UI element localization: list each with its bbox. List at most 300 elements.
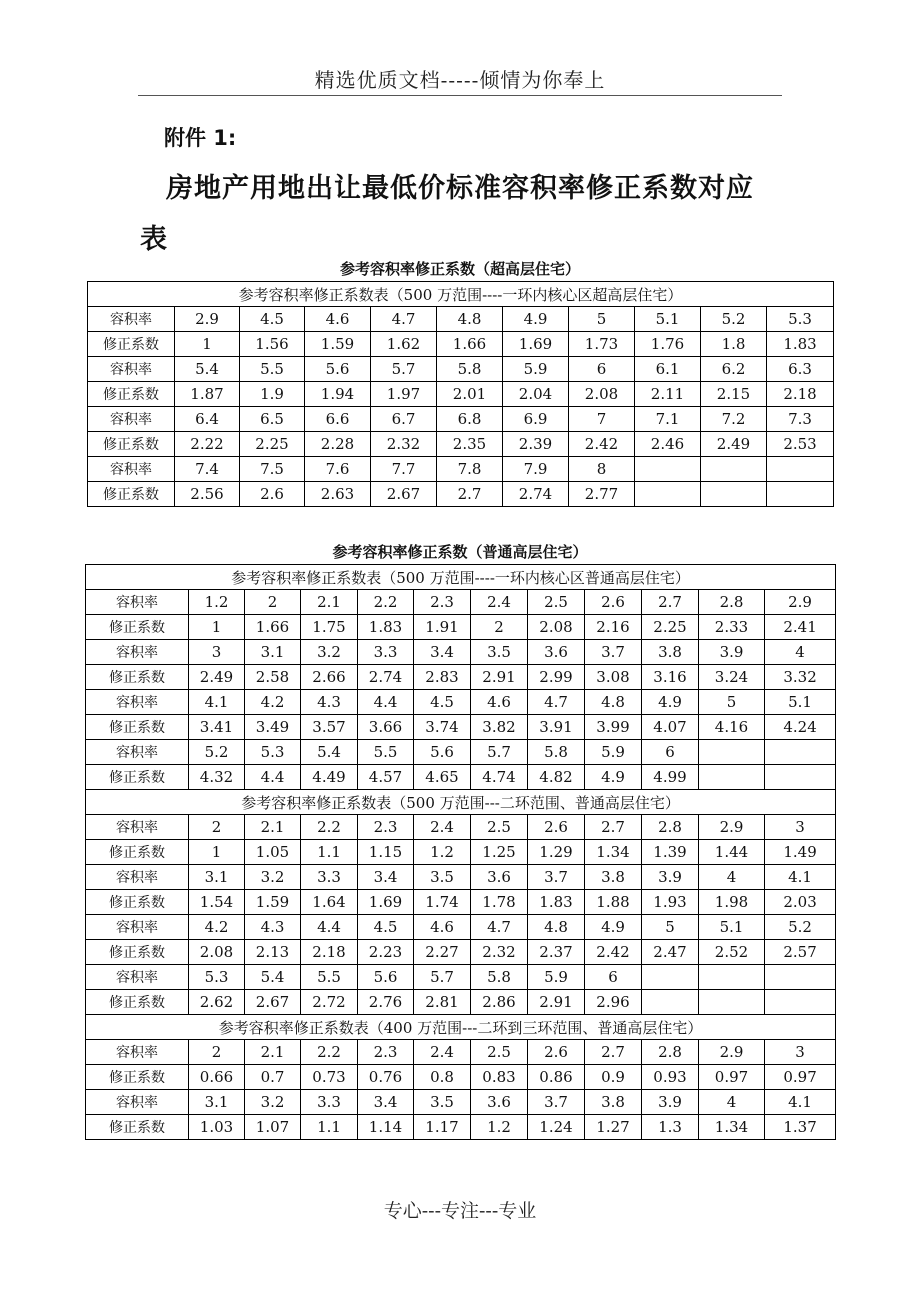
table-cell: 5.5	[358, 740, 414, 765]
table-cell: 7.9	[503, 457, 569, 482]
table-cell: 0.76	[358, 1065, 414, 1090]
table-cell: 5.7	[371, 357, 437, 382]
block-title: 参考容积率修正系数表（400 万范围---二环到三环范围、普通高层住宅）	[86, 1015, 836, 1040]
table-cell: 2.4	[414, 1040, 471, 1065]
table-cell: 2.5	[471, 1040, 528, 1065]
table-cell: 1.2	[189, 590, 245, 615]
table-cell: 2.7	[642, 590, 699, 615]
table-cell: 1.9	[240, 382, 305, 407]
table-cell: 2.32	[471, 940, 528, 965]
table-row	[88, 457, 834, 482]
table-cell: 1.2	[414, 840, 471, 865]
row-label-far: 容积率	[88, 357, 175, 382]
table-cell: 3.1	[189, 1090, 245, 1115]
table-cell: 2.6	[528, 1040, 585, 1065]
table-cell: 4.5	[358, 915, 414, 940]
table-row	[86, 1065, 836, 1090]
table2-caption: 参考容积率修正系数（普通高层住宅）	[332, 543, 588, 561]
table-row	[86, 865, 836, 890]
block-title-row	[86, 565, 836, 590]
table-cell: 6.9	[503, 407, 569, 432]
table-cell: 2.4	[414, 815, 471, 840]
table-cell: 5.1	[765, 690, 836, 715]
table-cell: 5.5	[301, 965, 358, 990]
table-cell: 1	[175, 332, 240, 357]
table-cell: 0.73	[301, 1065, 358, 1090]
table-cell: 2.3	[358, 1040, 414, 1065]
table-cell: 5.3	[189, 965, 245, 990]
table-cell: 4.49	[301, 765, 358, 790]
row-label-far: 容积率	[86, 865, 189, 890]
row-label-coefficient: 修正系数	[86, 615, 189, 640]
table-cell: 1.39	[642, 840, 699, 865]
table-row	[88, 357, 834, 382]
table-cell: 6.8	[437, 407, 503, 432]
table-cell: 5.8	[437, 357, 503, 382]
table-cell: 2.81	[414, 990, 471, 1015]
table-cell: 2.11	[635, 382, 701, 407]
table-cell: 1.1	[301, 840, 358, 865]
table-cell: 2.96	[585, 990, 642, 1015]
table-cell: 0.9	[585, 1065, 642, 1090]
table-cell	[699, 990, 765, 1015]
table-cell: 5.9	[503, 357, 569, 382]
table-cell: 2.25	[642, 615, 699, 640]
table-cell: 2.86	[471, 990, 528, 1015]
row-label-far: 容积率	[86, 740, 189, 765]
page-footer: 专心---专注---专业	[383, 1200, 537, 1222]
table-cell: 3.1	[245, 640, 301, 665]
table-cell: 2.77	[569, 482, 635, 507]
table-cell: 1.87	[175, 382, 240, 407]
table-cell: 2.9	[699, 1040, 765, 1065]
table-row	[86, 590, 836, 615]
table-row	[86, 940, 836, 965]
table-cell: 2	[189, 815, 245, 840]
table-cell: 2.25	[240, 432, 305, 457]
table-cell	[767, 457, 834, 482]
table-cell: 2.91	[528, 990, 585, 1015]
table-cell: 2.67	[371, 482, 437, 507]
table-cell: 2.47	[642, 940, 699, 965]
table-ordinary-highrise	[85, 564, 836, 1140]
table-cell: 3.6	[471, 865, 528, 890]
table-cell	[699, 740, 765, 765]
table-cell: 1.74	[414, 890, 471, 915]
block-title-row	[88, 282, 834, 307]
table-cell: 3.9	[699, 640, 765, 665]
row-label-far: 容积率	[86, 965, 189, 990]
table-cell: 2.28	[305, 432, 371, 457]
row-label-coefficient: 修正系数	[86, 715, 189, 740]
table-cell: 3.74	[414, 715, 471, 740]
table-cell: 2.1	[301, 590, 358, 615]
table-row	[86, 890, 836, 915]
table-cell: 6.1	[635, 357, 701, 382]
table-cell: 1.14	[358, 1115, 414, 1140]
table-cell: 2.2	[301, 1040, 358, 1065]
table-cell: 5.2	[765, 915, 836, 940]
table-cell	[765, 965, 836, 990]
table-cell: 2.01	[437, 382, 503, 407]
table-cell	[765, 990, 836, 1015]
table-cell: 4.07	[642, 715, 699, 740]
table-row	[88, 382, 834, 407]
table-cell: 3.3	[301, 865, 358, 890]
table-cell: 2.7	[585, 815, 642, 840]
table-cell: 4	[699, 1090, 765, 1115]
table-cell	[642, 965, 699, 990]
table-cell: 4.8	[437, 307, 503, 332]
table-cell: 2.16	[585, 615, 642, 640]
table-cell: 1.69	[358, 890, 414, 915]
table-cell: 3.91	[528, 715, 585, 740]
table-cell: 3.2	[245, 865, 301, 890]
table-row	[86, 990, 836, 1015]
row-label-far: 容积率	[86, 1040, 189, 1065]
table-row	[86, 1090, 836, 1115]
table-cell: 6	[569, 357, 635, 382]
table-cell: 2.1	[245, 1040, 301, 1065]
table-cell: 1.3	[642, 1115, 699, 1140]
table-cell: 1.17	[414, 1115, 471, 1140]
table-cell: 1.44	[699, 840, 765, 865]
table-cell: 2.66	[301, 665, 358, 690]
table-cell: 3.9	[642, 1090, 699, 1115]
table-cell: 5.5	[240, 357, 305, 382]
block-title-row	[86, 790, 836, 815]
table-cell: 5.6	[305, 357, 371, 382]
table-cell: 1.37	[765, 1115, 836, 1140]
table-cell: 7.5	[240, 457, 305, 482]
table-cell: 1.15	[358, 840, 414, 865]
table-cell: 7.1	[635, 407, 701, 432]
table-cell: 2.91	[471, 665, 528, 690]
table-cell: 2.08	[189, 940, 245, 965]
table-cell: 4.4	[301, 915, 358, 940]
table-cell: 1.83	[528, 890, 585, 915]
table-cell: 4.82	[528, 765, 585, 790]
table-cell: 4.8	[528, 915, 585, 940]
row-label-coefficient: 修正系数	[86, 1115, 189, 1140]
table-cell: 4.7	[528, 690, 585, 715]
table-cell: 2.62	[189, 990, 245, 1015]
table-cell: 2.83	[414, 665, 471, 690]
table-cell: 6.3	[767, 357, 834, 382]
row-label-far: 容积率	[86, 590, 189, 615]
table-cell: 1.24	[528, 1115, 585, 1140]
table-row	[86, 965, 836, 990]
table-row	[86, 715, 836, 740]
table-cell: 3	[189, 640, 245, 665]
table-cell: 1.64	[301, 890, 358, 915]
table-cell: 6.6	[305, 407, 371, 432]
row-label-coefficient: 修正系数	[86, 1065, 189, 1090]
table-cell: 0.93	[642, 1065, 699, 1090]
table-cell: 7.7	[371, 457, 437, 482]
table-cell: 7.8	[437, 457, 503, 482]
table-cell: 3.6	[528, 640, 585, 665]
table-cell: 3.1	[189, 865, 245, 890]
table-cell: 2.56	[175, 482, 240, 507]
table-cell: 2.08	[528, 615, 585, 640]
table-cell: 2.9	[175, 307, 240, 332]
table-cell: 3.7	[585, 640, 642, 665]
table-row	[86, 690, 836, 715]
table-cell: 1.34	[585, 840, 642, 865]
table-cell: 5.1	[635, 307, 701, 332]
table-cell: 3.5	[471, 640, 528, 665]
table-cell: 5.4	[301, 740, 358, 765]
table-cell: 1.76	[635, 332, 701, 357]
table-cell: 2.74	[358, 665, 414, 690]
table-cell: 3.32	[765, 665, 836, 690]
table-cell: 5.8	[528, 740, 585, 765]
table-cell: 3.8	[585, 1090, 642, 1115]
table-cell: 2.35	[437, 432, 503, 457]
page-header: 精选优质文档-----倾情为你奉上	[314, 68, 606, 92]
table-cell: 2	[189, 1040, 245, 1065]
table-cell: 3	[765, 1040, 836, 1065]
row-label-far: 容积率	[86, 1090, 189, 1115]
table-cell: 2.99	[528, 665, 585, 690]
table-cell: 3.4	[358, 865, 414, 890]
table-cell: 3.16	[642, 665, 699, 690]
table-cell: 3.08	[585, 665, 642, 690]
table-cell: 2.15	[701, 382, 767, 407]
table-cell: 1.73	[569, 332, 635, 357]
row-label-coefficient: 修正系数	[86, 665, 189, 690]
table-cell: 3.4	[414, 640, 471, 665]
table-cell: 3.41	[189, 715, 245, 740]
table-cell: 1.59	[305, 332, 371, 357]
table-cell: 2.3	[414, 590, 471, 615]
table-cell: 3.7	[528, 1090, 585, 1115]
table-cell: 2.76	[358, 990, 414, 1015]
table-cell: 3.6	[471, 1090, 528, 1115]
table-cell	[635, 457, 701, 482]
table-row	[88, 332, 834, 357]
table-cell	[642, 990, 699, 1015]
table-cell: 0.97	[765, 1065, 836, 1090]
table-cell: 2.2	[358, 590, 414, 615]
table-cell: 5.6	[358, 965, 414, 990]
table-cell: 4.5	[240, 307, 305, 332]
table-cell: 1.07	[245, 1115, 301, 1140]
table-cell: 4.2	[189, 915, 245, 940]
table-cell: 4.6	[471, 690, 528, 715]
table-cell: 5.9	[585, 740, 642, 765]
table-cell: 6.5	[240, 407, 305, 432]
table-cell: 4.24	[765, 715, 836, 740]
table-cell: 5.4	[245, 965, 301, 990]
table-cell: 7.4	[175, 457, 240, 482]
table-cell: 4	[765, 640, 836, 665]
table-cell: 0.97	[699, 1065, 765, 1090]
table-cell: 2.7	[437, 482, 503, 507]
table-cell: 3.2	[245, 1090, 301, 1115]
row-label-far: 容积率	[86, 640, 189, 665]
table-cell: 2.37	[528, 940, 585, 965]
table-cell: 4.8	[585, 690, 642, 715]
table-cell: 1.66	[437, 332, 503, 357]
header-divider	[138, 95, 782, 96]
table-cell: 5.1	[699, 915, 765, 940]
table-cell: 2.22	[175, 432, 240, 457]
block-title: 参考容积率修正系数表（500 万范围---二环范围、普通高层住宅）	[86, 790, 836, 815]
table-cell: 5.6	[414, 740, 471, 765]
table-cell: 5.2	[701, 307, 767, 332]
table-cell: 2.04	[503, 382, 569, 407]
table-cell: 5.7	[414, 965, 471, 990]
table-cell: 3.5	[414, 1090, 471, 1115]
table-cell: 5.3	[767, 307, 834, 332]
table-cell: 2.6	[240, 482, 305, 507]
table-cell: 3.5	[414, 865, 471, 890]
table-cell: 0.66	[189, 1065, 245, 1090]
table-cell: 1.05	[245, 840, 301, 865]
table-cell: 2.39	[503, 432, 569, 457]
table-cell: 2.4	[471, 590, 528, 615]
table-cell: 4.65	[414, 765, 471, 790]
table-cell: 3.8	[585, 865, 642, 890]
block-title: 参考容积率修正系数表（500 万范围----一环内核心区超高层住宅）	[88, 282, 834, 307]
document-title-line1: 房地产用地出让最低价标准容积率修正系数对应	[166, 173, 754, 204]
table-cell: 4.1	[765, 1090, 836, 1115]
row-label-coefficient: 修正系数	[86, 765, 189, 790]
table-cell: 2.63	[305, 482, 371, 507]
table-cell: 1.83	[767, 332, 834, 357]
table-cell: 3.3	[301, 1090, 358, 1115]
table-cell: 1	[189, 615, 245, 640]
table-cell: 2	[245, 590, 301, 615]
table-row	[86, 1040, 836, 1065]
table-cell: 2.49	[189, 665, 245, 690]
table-cell: 4.4	[245, 765, 301, 790]
row-label-coefficient: 修正系数	[86, 990, 189, 1015]
table-cell: 2.33	[699, 615, 765, 640]
table-row	[86, 740, 836, 765]
table-row	[88, 482, 834, 507]
table-cell: 1.97	[371, 382, 437, 407]
table-row	[86, 1115, 836, 1140]
table-cell	[767, 482, 834, 507]
table-cell: 4.7	[471, 915, 528, 940]
table-cell: 1.88	[585, 890, 642, 915]
table-cell: 4.6	[305, 307, 371, 332]
block-title-row	[86, 1015, 836, 1040]
table-cell: 4	[699, 865, 765, 890]
table-cell: 1.93	[642, 890, 699, 915]
table-cell: 2.8	[699, 590, 765, 615]
row-label-far: 容积率	[88, 457, 175, 482]
table-cell: 5	[642, 915, 699, 940]
table-cell: 2.67	[245, 990, 301, 1015]
table-cell: 1.49	[765, 840, 836, 865]
table-cell: 4.99	[642, 765, 699, 790]
table-cell: 2.6	[528, 815, 585, 840]
table-cell: 4.9	[503, 307, 569, 332]
table-cell: 1.83	[358, 615, 414, 640]
table-row	[86, 765, 836, 790]
table-cell: 2.32	[371, 432, 437, 457]
table-cell: 2.5	[471, 815, 528, 840]
row-label-coefficient: 修正系数	[88, 432, 175, 457]
table-cell: 4.2	[245, 690, 301, 715]
table-row	[88, 307, 834, 332]
table-cell: 1.34	[699, 1115, 765, 1140]
table-cell: 3.24	[699, 665, 765, 690]
row-label-coefficient: 修正系数	[86, 940, 189, 965]
table-cell: 0.86	[528, 1065, 585, 1090]
table-cell: 2.8	[642, 1040, 699, 1065]
table-cell: 6.4	[175, 407, 240, 432]
table-cell: 4.4	[358, 690, 414, 715]
row-label-far: 容积率	[88, 407, 175, 432]
table-cell: 4.9	[585, 915, 642, 940]
table-cell	[699, 765, 765, 790]
table-cell: 4.7	[371, 307, 437, 332]
table-cell: 4.5	[414, 690, 471, 715]
table-cell: 5	[569, 307, 635, 332]
row-label-far: 容积率	[86, 815, 189, 840]
table-cell: 7.6	[305, 457, 371, 482]
table-cell: 1.66	[245, 615, 301, 640]
table1-caption: 参考容积率修正系数（超高层住宅）	[339, 260, 580, 278]
table-cell: 4.3	[301, 690, 358, 715]
table-cell: 2.3	[358, 815, 414, 840]
table-cell: 1.75	[301, 615, 358, 640]
table-cell	[699, 965, 765, 990]
table-cell: 5	[699, 690, 765, 715]
table-cell: 2.72	[301, 990, 358, 1015]
table-cell	[635, 482, 701, 507]
table-cell: 0.8	[414, 1065, 471, 1090]
table-cell: 3.8	[642, 640, 699, 665]
table-cell: 1.56	[240, 332, 305, 357]
table-cell: 3	[765, 815, 836, 840]
table-cell: 3.4	[358, 1090, 414, 1115]
table-cell: 2.27	[414, 940, 471, 965]
table-cell: 3.66	[358, 715, 414, 740]
row-label-coefficient: 修正系数	[88, 332, 175, 357]
table-cell: 1.27	[585, 1115, 642, 1140]
table-cell: 2.46	[635, 432, 701, 457]
table-cell: 2.52	[699, 940, 765, 965]
table-cell: 2.08	[569, 382, 635, 407]
table-cell: 7	[569, 407, 635, 432]
table-cell: 1.59	[245, 890, 301, 915]
table-row	[86, 915, 836, 940]
table-cell: 2.42	[569, 432, 635, 457]
row-label-coefficient: 修正系数	[86, 890, 189, 915]
row-label-far: 容积率	[86, 915, 189, 940]
row-label-coefficient: 修正系数	[86, 840, 189, 865]
table-cell: 2.8	[642, 815, 699, 840]
table-cell: 2.74	[503, 482, 569, 507]
table-row	[88, 432, 834, 457]
table-cell: 1.62	[371, 332, 437, 357]
table-cell: 1.78	[471, 890, 528, 915]
table-cell: 5.4	[175, 357, 240, 382]
table-cell: 2.9	[765, 590, 836, 615]
table-row	[86, 815, 836, 840]
table-cell: 0.7	[245, 1065, 301, 1090]
table-cell: 2.03	[765, 890, 836, 915]
table-cell: 1.29	[528, 840, 585, 865]
table-cell: 4.9	[585, 765, 642, 790]
table-cell: 6.2	[701, 357, 767, 382]
